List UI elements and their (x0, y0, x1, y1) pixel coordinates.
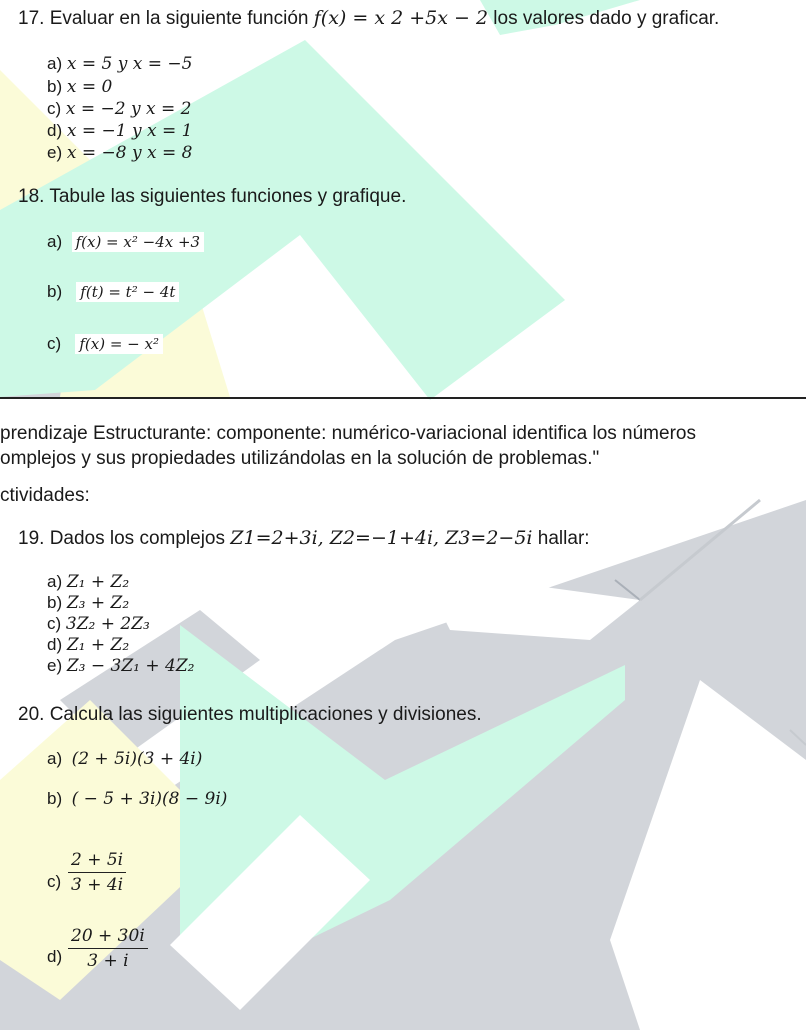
ex19-title-text: 19. Dados los complejos (18, 528, 231, 549)
ex17-title-text: 17. Evaluar en la siguiente función (18, 8, 314, 29)
ex20-item-a (47, 749, 202, 769)
ex19-title (18, 527, 590, 550)
item-label: c) (47, 334, 62, 353)
item-expr: x = −2 y x = 2 (65, 99, 192, 119)
item-expr: x = 0 (66, 77, 113, 97)
learning-line-1: prendizaje Estructurante: componente: numérico-variacional identifica los números (0, 423, 696, 444)
item-label: a) (47, 54, 63, 73)
item-label: d) (47, 635, 63, 654)
ex19-item-e (47, 656, 194, 676)
ex18-item-c (47, 334, 163, 354)
item-expr: f(x) = − x² (75, 334, 163, 354)
item-expr: f(t) = t² − 4t (76, 282, 179, 302)
ex19-item-d (47, 635, 129, 655)
fraction-numerator: 20 + 30i (68, 926, 148, 949)
item-label: c) (47, 99, 62, 118)
item-expr: Z₃ + Z₂ (66, 593, 130, 613)
ex20-item-d-label: d) (47, 947, 63, 966)
ex17-title (18, 7, 719, 30)
section-divider (0, 397, 806, 399)
item-expr: 3Z₂ + 2Z₃ (65, 614, 150, 634)
ex18-title: 18. Tabule las siguientes funciones y grafique. (18, 186, 407, 207)
ex17-title-tail: los valores dado y graficar. (488, 8, 720, 29)
ex19-item-b (47, 593, 129, 613)
ex17-item-b (47, 77, 112, 97)
ex17-item-c (47, 99, 191, 119)
ex17-function: f(x) = x 2 +5x − 2 (313, 7, 489, 29)
learning-line-2: omplejos y sus propiedades utilizándolas en la solución de problemas." (0, 448, 600, 469)
ex19-item-c (47, 614, 150, 634)
item-expr: Z₃ − 3Z₁ + 4Z₂ (66, 656, 195, 676)
ex20-item-b (47, 789, 227, 809)
ex19-complex-numbers: Z1=2+3i, Z2=−1+4i, Z3=2−5i (230, 527, 533, 549)
ex17-item-e (47, 143, 192, 163)
ex17-item-a (47, 54, 192, 74)
item-label: b) (47, 593, 63, 612)
item-expr: f(x) = x² −4x +3 (72, 232, 205, 252)
item-label: e) (47, 143, 63, 162)
item-label: b) (47, 282, 63, 301)
ex17-item-d (47, 121, 192, 141)
item-label: e) (47, 656, 63, 675)
fraction-denominator: 3 + 4i (71, 875, 124, 895)
item-expr: x = −1 y x = 1 (66, 121, 193, 141)
fraction-numerator: 2 + 5i (68, 850, 126, 873)
item-label: b) (47, 77, 63, 96)
item-expr: Z₁ + Z₂ (66, 635, 130, 655)
item-label: c) (47, 614, 62, 633)
ex18-item-a (47, 232, 204, 252)
fraction-denominator: 3 + i (87, 951, 129, 971)
activities-heading: ctividades: (0, 485, 90, 506)
ex19-title-tail: hallar: (532, 528, 590, 549)
item-label: a) (47, 749, 63, 768)
item-label: a) (47, 232, 63, 251)
ex20-item-c-label: c) (47, 872, 62, 891)
ex20-item-c-fraction (68, 850, 126, 895)
ex20-item-d-fraction (68, 926, 148, 971)
item-label: b) (47, 789, 63, 808)
item-expr: x = 5 y x = −5 (66, 54, 193, 74)
ex19-item-a (47, 572, 129, 592)
item-expr: Z₁ + Z₂ (66, 572, 130, 592)
item-expr: (2 + 5i)(3 + 4i) (71, 749, 203, 769)
item-label: d) (47, 121, 63, 140)
item-expr: x = −8 y x = 8 (66, 143, 193, 163)
ex20-title: 20. Calcula las siguientes multiplicaciones y divisiones. (18, 704, 482, 725)
ex18-item-b (47, 282, 179, 302)
item-expr: ( − 5 + 3i)(8 − 9i) (71, 789, 228, 809)
item-label: a) (47, 572, 63, 591)
